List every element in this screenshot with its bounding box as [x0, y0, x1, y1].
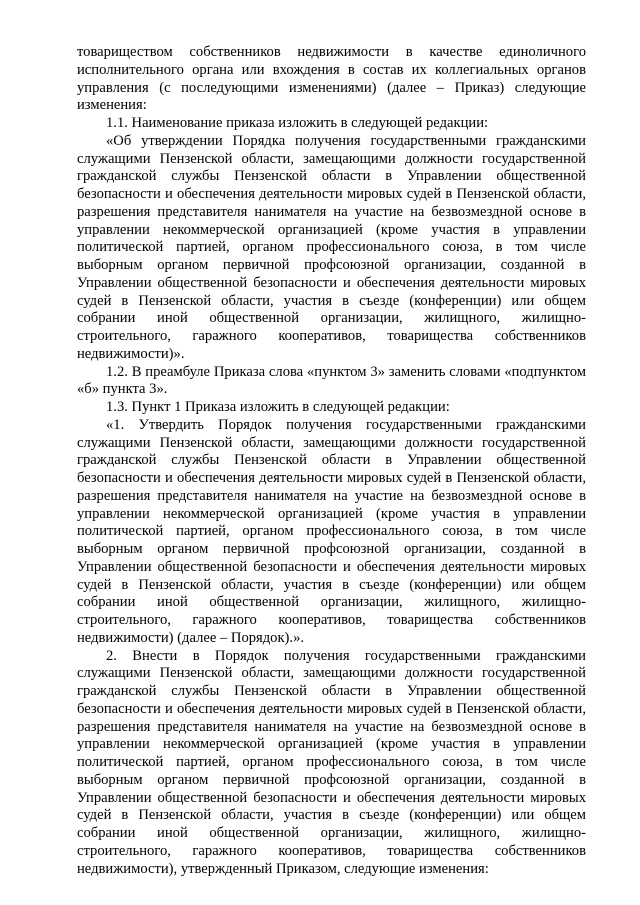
paragraph-item-2: 2. Внести в Порядок получения государственными гражданскими служащими Пензенской области, замещающими должности государственной гражданской службы Пензенской области в Управлении общественной безопасности и обеспечения деятельности мировых судей в Пензенской области, разрешения представителя нанимателя на участие на безвозмездной основе в управлении некоммерческой организацией (кроме участия в управлении политической партией, органом профессионального союза, в том числе выборным органом первичной профсоюзной организации, созданной в Управлении общественной безопасности и обеспечения деятельности мировых судей в Пензенской области, участия в съезде (конференции) или общем собрании иной общественной организации, жилищного, жилищно-строительного, гаражного кооперативов, товарищества собственников недвижимости), утвержденный Приказом, следующие изменения:: [77, 647, 586, 877]
paragraph-item-1-2: 1.2. В преамбуле Приказа слова «пунктом 3» заменить словами «подпунктом «б» пункта 3».: [77, 363, 586, 398]
paragraph-item-1-3: 1.3. Пункт 1 Приказа изложить в следующей редакции:: [106, 399, 450, 415]
document-page: [77, 44, 586, 878]
paragraph-item-1-1: 1.1. Наименование приказа изложить в следующей редакции:: [106, 115, 489, 131]
paragraph-quote-title: «Об утверждении Порядка получения государственными гражданскими служащими Пензенской области, замещающими должности государственной гражданской службы Пензенской области в Управлении общественной безопасности и обеспечения деятельности мировых судей в Пензенской области, разрешения представителя нанимателя на участие на безвозмездной основе в управлении некоммерческой организацией (кроме участия в управлении политической партией, органом профессионального союза, в том числе выборным органом первичной профсоюзной организации, созданной в Управлении общественной безопасности и обеспечения деятельности мировых судей в Пензенской области, участия в съезде (конференции) или общем собрании иной общественной организации, жилищного, жилищно-строительного, гаражного кооперативов, товарищества собственников недвижимости)».: [77, 132, 586, 362]
paragraph-continuation: товариществом собственников недвижимости в качестве единоличного исполнительного органа или вхождения в состав их коллегиальных органов управления (с последующими изменениями) (далее – Приказ) следующие изменения:: [77, 44, 586, 114]
paragraph-quote-point-1: «1. Утвердить Порядок получения государственными гражданскими служащими Пензенской области, замещающими должности государственной гражданской службы Пензенской области в Управлении общественной безопасности и обеспечения деятельности мировых судей в Пензенской области, разрешения представителя нанимателя на участие на безвозмездной основе в управлении некоммерческой организацией (кроме участия в управлении политической партией, органом профессионального союза, в том числе выборным органом первичной профсоюзной организации, созданной в Управлении общественной безопасности и обеспечения деятельности мировых судей в Пензенской области, участия в съезде (конференции) или общем собрании иной общественной организации, жилищного, жилищно-строительного, гаражного кооперативов, товарищества собственников недвижимости) (далее – Порядок).».: [77, 416, 586, 646]
